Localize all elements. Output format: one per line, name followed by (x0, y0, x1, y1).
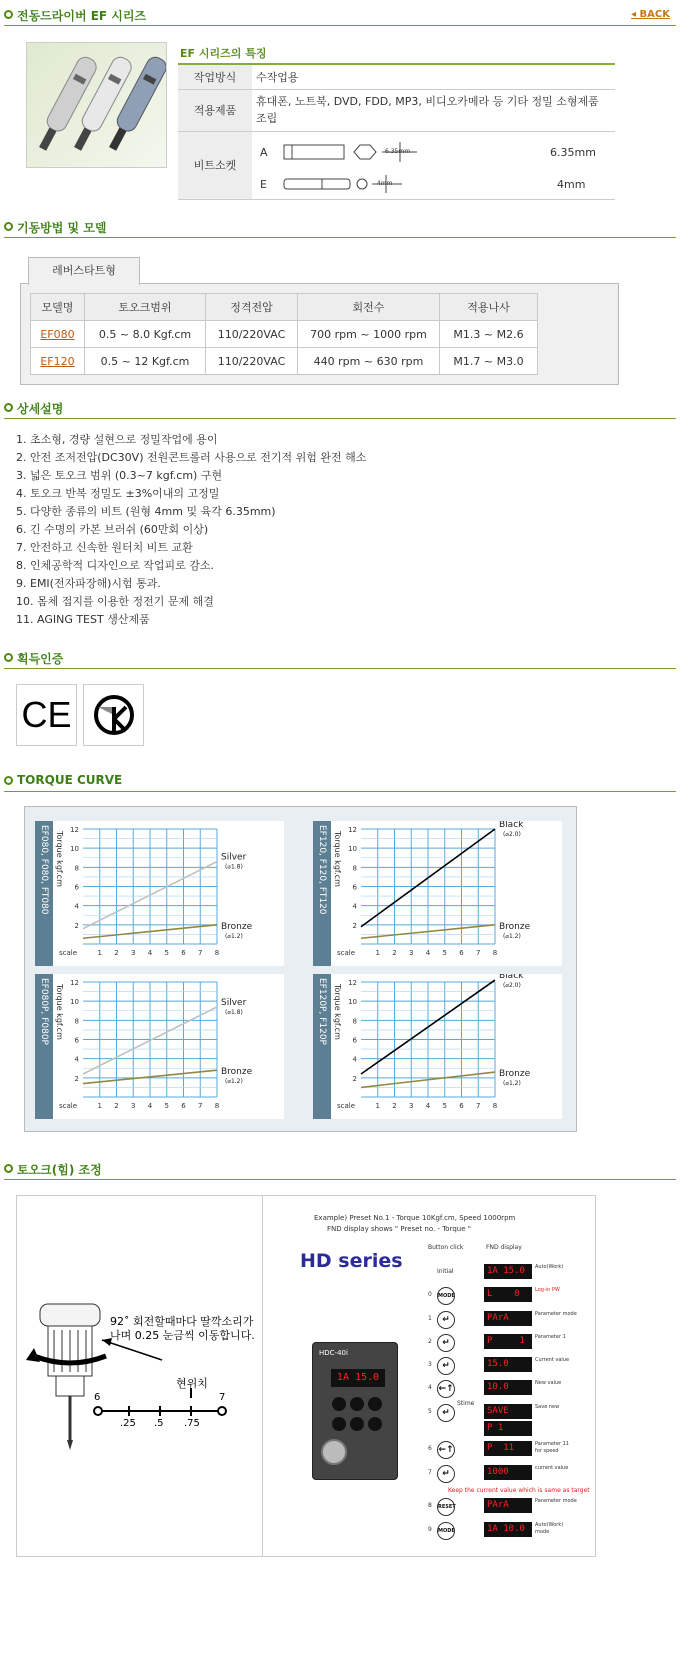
x-tick-label: 4 (425, 1102, 431, 1110)
step-button-label: Initial (437, 1268, 454, 1275)
y-tick-label: 10 (348, 998, 357, 1007)
step-number: 4 (428, 1384, 432, 1391)
y-tick-label: 2 (352, 1074, 357, 1083)
y-tick-label: 10 (70, 845, 79, 854)
list-item: 6. 긴 수명의 카본 브러쉬 (60만회 이상) (16, 523, 209, 536)
section-torque-adjust (4, 1160, 676, 1180)
step-button-icon: ←↑ (437, 1380, 455, 1398)
bit-e-label: E (260, 177, 267, 191)
chart-title: EF080, F080, FT080 (39, 825, 49, 915)
legend-label: Silver (221, 852, 247, 863)
step-description: Parameter 1 (535, 1334, 566, 1340)
scale-tick: .25 (120, 1418, 136, 1429)
hd-series-title: HD series (300, 1250, 403, 1272)
y-tick-label: 6 (352, 1036, 357, 1045)
feature-label: 적용제품 (178, 89, 252, 131)
fnd-display: L 0 (484, 1287, 532, 1302)
y-tick-label: 12 (70, 826, 79, 834)
x-tick-label: 6 (181, 949, 186, 957)
step-description: Auto(Work) mode (535, 1522, 564, 1535)
x-tick-label: 5 (442, 1102, 447, 1110)
x-axis-label: scale (337, 949, 356, 957)
y-tick-label: 8 (352, 864, 357, 873)
step-button-icon: ↵ (437, 1311, 455, 1329)
bit-e-dim: 4mm (377, 179, 393, 187)
x-tick-label: 6 (459, 949, 464, 957)
device-button[interactable] (332, 1397, 346, 1411)
legend-note: (⌀2.0) (503, 982, 521, 990)
fnd-display: SAVE (484, 1404, 532, 1419)
fnd-display: P 11 (484, 1441, 532, 1456)
y-tick-label: 2 (74, 921, 79, 930)
x-tick-label: 5 (164, 949, 169, 957)
step-number: 9 (428, 1526, 432, 1533)
section-title: 상세설명 (17, 402, 64, 416)
step-number: 6 (428, 1445, 432, 1452)
table-row: EF080 0.5 ~ 8.0 Kgf.cm 110/220VAC 700 rpm ~ 1000 rpm M1.3 ~ M2.6 (31, 321, 538, 348)
bit-a-size: 6.35mm (550, 145, 596, 159)
step-number: 0 (428, 1291, 432, 1298)
models-table (30, 293, 538, 375)
device-button[interactable] (350, 1417, 364, 1431)
y-tick-label: 12 (348, 826, 357, 834)
x-tick-label: 7 (476, 949, 481, 957)
x-tick-label: 1 (375, 949, 380, 957)
bullet-icon (4, 653, 13, 662)
bullet-icon (4, 10, 13, 19)
y-tick-label: 6 (74, 1036, 79, 1045)
feature-value: 휴대폰, 노트북, DVD, FDD, MP3, 비디오카메라 등 기타 정밀 소형제품 조립 (252, 89, 615, 131)
section-title: 기동방법 및 모델 (17, 221, 107, 235)
x-tick-label: 5 (442, 949, 447, 957)
step-button-icon: ↵ (437, 1334, 455, 1352)
list-item: 10. 몸체 접지를 이용한 정전기 문제 해결 (16, 595, 214, 608)
x-tick-label: 4 (425, 949, 431, 957)
x-axis-label: scale (337, 1102, 356, 1110)
model-link-ef120[interactable]: EF120 (40, 354, 75, 368)
list-item: 8. 인체공학적 디자인으로 작업피로 감소. (16, 559, 214, 572)
tab-lever-start[interactable]: 레버스타트형 (28, 257, 140, 285)
col-header: 적용나사 (440, 294, 538, 321)
x-tick-label: 2 (392, 949, 397, 957)
legend-note: (⌀1.2) (503, 932, 521, 940)
chart-title: EF120P, F120P (317, 978, 327, 1045)
y-axis-label: Torque kgf.cm (333, 984, 342, 1040)
adjust-note-1: 92˚ 회전할때마다 딸깍소리가 (110, 1315, 254, 1328)
bullet-icon (4, 222, 13, 231)
chart-ef080p (35, 974, 284, 1119)
y-tick-label: 4 (352, 902, 357, 911)
round-bit-drawing (282, 174, 422, 194)
features-table (178, 65, 615, 200)
page-title: 전동드라이버 EF 시리즈 (17, 9, 147, 23)
legend-note: (⌀1.2) (225, 1078, 243, 1086)
x-tick-label: 1 (97, 949, 102, 957)
x-tick-label: 6 (459, 1102, 464, 1110)
legend-note: (⌀1.8) (225, 1008, 243, 1016)
y-tick-label: 2 (352, 921, 357, 930)
fnd-display-sub: P 1 (484, 1421, 532, 1436)
legend-label: Bronze (221, 1067, 253, 1078)
y-tick-label: 10 (348, 845, 357, 854)
x-tick-label: 3 (409, 949, 414, 957)
fnd-display: 15.0 (484, 1357, 532, 1372)
device-button[interactable] (368, 1397, 382, 1411)
chart-ef080 (35, 821, 284, 966)
x-tick-label: 8 (492, 949, 498, 957)
list-item: 1. 초소형, 경량 설현으로 정밀작업에 용이 (16, 433, 218, 446)
fnd-display: 1000 (484, 1465, 532, 1480)
x-axis-label: scale (59, 1102, 78, 1110)
fnd-display: P 1 (484, 1334, 532, 1349)
y-tick-label: 6 (352, 883, 357, 892)
legend-label: Bronze (499, 1069, 531, 1080)
fnd-display: 1A 10.0 (484, 1522, 532, 1537)
feature-value: 수작업용 (252, 65, 615, 89)
fnd-display: PArA (484, 1311, 532, 1326)
y-tick-label: 4 (352, 1055, 357, 1064)
y-tick-label: 8 (74, 1017, 79, 1026)
x-tick-label: 8 (214, 1102, 220, 1110)
bullet-icon (4, 1164, 13, 1173)
col-header: 정격전압 (206, 294, 298, 321)
table-row: EF120 0.5 ~ 12 Kgf.cm 110/220VAC 440 rpm ~ 630 rpm M1.7 ~ M3.0 (31, 348, 538, 375)
y-axis-label: Torque kgf.cm (55, 831, 64, 887)
legend-label: Bronze (221, 921, 253, 932)
chart-ef120 (313, 821, 562, 966)
step-number: 5 (428, 1408, 432, 1415)
list-item: 11. AGING TEST 생산제품 (16, 613, 150, 626)
stime-label: Stime (457, 1400, 475, 1407)
legend-label: Silver (221, 997, 247, 1008)
step-description: Parameter 11 for speed (535, 1441, 569, 1454)
bit-e-size: 4mm (557, 177, 586, 191)
back-link[interactable]: ◂ BACK (631, 9, 670, 20)
x-tick-label: 5 (164, 1102, 169, 1110)
controller-device (312, 1342, 398, 1480)
list-item: 9. EMI(전자파장해)시험 통과. (16, 577, 161, 590)
y-tick-label: 12 (348, 979, 357, 987)
section-torque-curve (4, 772, 676, 792)
device-button[interactable] (332, 1417, 346, 1431)
bullet-icon (4, 776, 13, 785)
features-title: EF 시리즈의 특징 (180, 47, 267, 60)
x-tick-label: 6 (181, 1102, 186, 1110)
step-button-icon: ↵ (437, 1404, 455, 1422)
fnd-display: PArA (484, 1498, 532, 1513)
x-tick-label: 2 (392, 1102, 397, 1110)
example-line-2: FND display shows " Preset no. - Torque " (327, 1225, 471, 1233)
x-tick-label: 1 (375, 1102, 380, 1110)
device-model-label: HDC-40i (319, 1349, 348, 1357)
bit-a-label: A (260, 145, 268, 159)
step-number: 2 (428, 1338, 432, 1345)
scale-start: 6 (94, 1392, 101, 1403)
list-item: 7. 안전하고 신속한 원터치 비트 교환 (16, 541, 193, 554)
chart-title: EF080P, F080P (39, 978, 49, 1045)
section-cert (4, 649, 676, 669)
chart-svg (35, 974, 284, 1119)
step-description: Current value (535, 1357, 570, 1363)
col-header: 토오크범위 (85, 294, 206, 321)
step-button-icon: MODE (437, 1287, 455, 1305)
x-tick-label: 7 (476, 1102, 481, 1110)
step-number: 1 (428, 1315, 432, 1322)
step-button-icon: RESET (437, 1498, 455, 1516)
legend-note: (⌀1.8) (225, 863, 243, 871)
section-title: TORQUE CURVE (17, 773, 123, 787)
y-tick-label: 12 (70, 979, 79, 987)
list-item: 5. 다양한 종류의 비트 (원형 4mm 및 육각 6.35mm) (16, 505, 276, 518)
list-item: 2. 안전 조저전압(DC30V) 전원콘트롤러 사용으로 전기적 위험 완전 해소 (16, 451, 367, 464)
feature-label: 작업방식 (178, 65, 252, 89)
y-tick-label: 8 (352, 1017, 357, 1026)
x-tick-label: 3 (131, 949, 136, 957)
list-item: 4. 토오크 반복 정밀도 ±3%이내의 고정밀 (16, 487, 220, 500)
keep-note: Keep the current value which is same as target (448, 1487, 590, 1494)
step-description: New value (535, 1380, 562, 1386)
torque-charts-frame (24, 806, 577, 1132)
scale-tick: .75 (184, 1418, 200, 1429)
step-button-icon: ↵ (437, 1465, 455, 1483)
step-description: Parameter mode (535, 1498, 577, 1504)
section-details (4, 399, 676, 419)
y-tick-label: 6 (74, 883, 79, 892)
bullet-icon (4, 403, 13, 412)
k-mark-icon (83, 684, 144, 746)
x-tick-label: 8 (492, 1102, 498, 1110)
step-button-icon: ←↑ (437, 1441, 455, 1459)
x-tick-label: 3 (409, 1102, 414, 1110)
step-description: Save new (535, 1404, 560, 1410)
list-item: 3. 넓은 토오크 범위 (0.3~7 kgf.cm) 구현 (16, 469, 223, 482)
legend-note: (⌀1,2) (503, 1080, 521, 1088)
step-number: 8 (428, 1502, 432, 1509)
device-button[interactable] (350, 1397, 364, 1411)
chart-svg (313, 974, 562, 1119)
chart-title: EF120, F120, FT120 (317, 825, 327, 915)
x-axis-label: scale (59, 949, 78, 957)
step-number: 7 (428, 1469, 432, 1476)
y-axis-label: Torque kgf.cm (55, 984, 64, 1040)
scale-end: 7 (219, 1392, 226, 1403)
adjust-divider (262, 1195, 263, 1557)
x-tick-label: 4 (147, 949, 153, 957)
bit-socket-label: 비트소켓 (178, 131, 252, 199)
col-header: 모델명 (31, 294, 85, 321)
x-tick-label: 3 (131, 1102, 136, 1110)
page-header (4, 6, 676, 26)
example-line-1: Example) Preset No.1 - Torque 10Kgf.cm, Speed 1000rpm (314, 1214, 516, 1222)
chart-svg (35, 821, 284, 966)
step-description: Log-in PW (535, 1287, 560, 1293)
x-tick-label: 7 (198, 949, 203, 957)
step-description: Parameter mode (535, 1311, 577, 1317)
model-link-ef080[interactable]: EF080 (40, 327, 75, 341)
y-tick-label: 4 (74, 902, 79, 911)
y-axis-label: Torque kgf.cm (333, 831, 342, 887)
col-button-header: Button click (428, 1244, 464, 1251)
y-tick-label: 4 (74, 1055, 79, 1064)
y-tick-label: 10 (70, 998, 79, 1007)
y-tick-label: 2 (74, 1074, 79, 1083)
bit-a-dim: 6.35mm (385, 147, 411, 155)
step-description: current value (535, 1465, 569, 1471)
chart-ef120p (313, 974, 562, 1119)
step-button-icon: MODE (437, 1522, 455, 1540)
y-tick-label: 8 (74, 864, 79, 873)
step-button-icon: ↵ (437, 1357, 455, 1375)
legend-note: (⌀2.0) (503, 831, 521, 838)
chart-svg (313, 821, 562, 966)
legend-label: Bronze (499, 921, 531, 932)
fnd-display: 1A 15.0 (484, 1264, 532, 1279)
legend-label: Black (499, 974, 524, 982)
legend-note: (⌀1.2) (225, 932, 243, 940)
x-tick-label: 4 (147, 1102, 153, 1110)
step-description: Auto(Work) (535, 1264, 564, 1270)
section-models (4, 218, 676, 238)
col-header: 회전수 (298, 294, 440, 321)
x-tick-label: 2 (114, 1102, 119, 1110)
step-number: 3 (428, 1361, 432, 1368)
x-tick-label: 1 (97, 1102, 102, 1110)
device-connector (321, 1439, 347, 1465)
section-title: 획득인증 (17, 652, 64, 666)
fnd-display: 10.0 (484, 1380, 532, 1395)
section-title: 토오크(힘) 조정 (17, 1163, 102, 1177)
x-tick-label: 8 (214, 949, 220, 957)
col-fnd-header: FND display (486, 1244, 522, 1251)
adjust-note-2: 나며 0.25 눈금씩 이동합니다. (110, 1329, 255, 1342)
x-tick-label: 7 (198, 1102, 203, 1110)
current-position-label: 현위치 (176, 1377, 208, 1390)
scale-tick: .5 (154, 1418, 164, 1429)
legend-label: Black (499, 821, 524, 830)
device-button[interactable] (368, 1417, 382, 1431)
ce-mark: CE (16, 684, 77, 746)
product-image (26, 42, 167, 168)
device-display: 1A 15.0 (331, 1369, 385, 1387)
x-tick-label: 2 (114, 949, 119, 957)
